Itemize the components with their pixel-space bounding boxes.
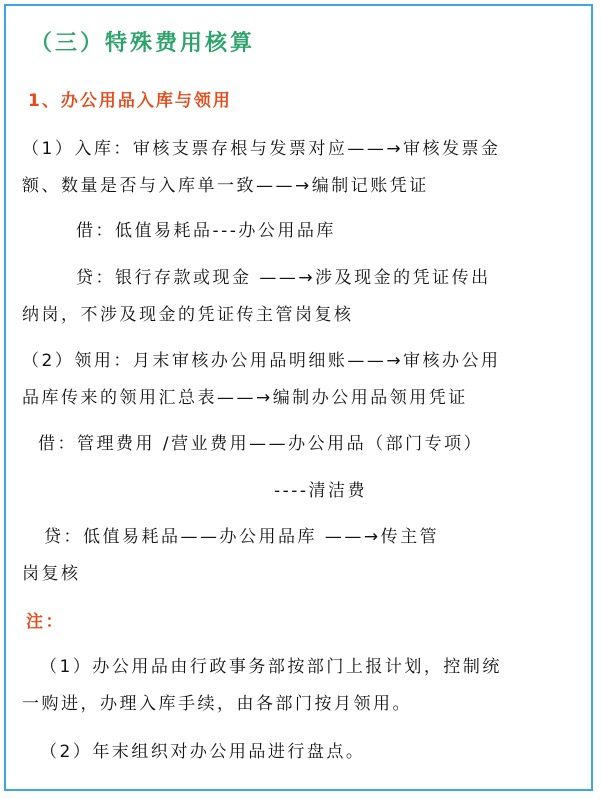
issue-line-1: （2）领用：月末审核办公用品明细账——→审核办公用: [22, 351, 501, 371]
issue-credit-line-1: 贷：低值易耗品——办公用品库 ——→传主管: [44, 527, 440, 547]
issue-debit-line-1: 借：管理费用 /营业费用——办公用品（部门专项）: [38, 434, 484, 454]
note-2: （2）年末组织对办公用品进行盘点。: [40, 742, 366, 762]
note-1-line-2: 一购进，办理入库手续，由各部门按月领用。: [22, 694, 412, 714]
inbound-credit-line-2: 纳岗，不涉及现金的凭证传主管岗复核: [22, 305, 354, 325]
note-1-line-1: （1）办公用品由行政事务部按部门上报计划，控制统: [40, 657, 502, 677]
issue-debit-line-2: ----清洁费: [274, 481, 368, 501]
issue-credit-line-2: 岗复核: [22, 564, 81, 584]
inbound-debit-entry: 借：低值易耗品---办公用品库: [76, 221, 336, 241]
notes-label: 注：: [26, 612, 65, 632]
inbound-line-1: （1）入库：审核支票存根与发票对应——→审核发票金: [22, 139, 501, 159]
inbound-credit-line-1: 贷：银行存款或现金 ——→涉及现金的凭证传出: [76, 268, 491, 288]
issue-line-2: 品库传来的领用汇总表——→编制办公用品领用凭证: [22, 388, 468, 408]
inbound-line-2: 额、数量是否与入库单一致——→编制记账凭证: [22, 176, 429, 196]
section-heading: 1、办公用品入库与领用: [28, 91, 232, 111]
page-title: （三）特殊费用核算: [30, 31, 256, 56]
